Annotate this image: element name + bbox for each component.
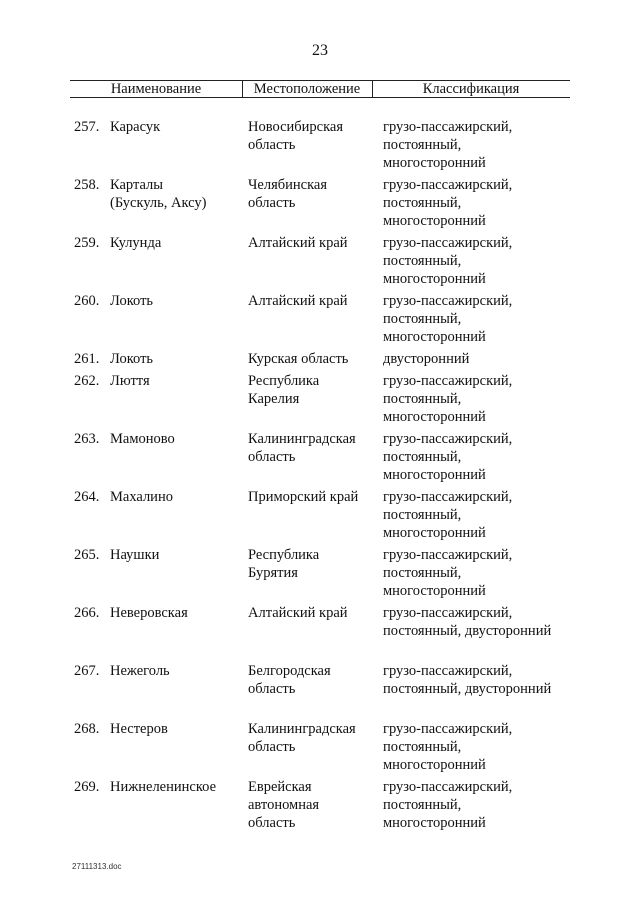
table-row bbox=[0, 778, 640, 836]
row-name: Люття bbox=[110, 373, 150, 389]
row-location: Новосибирская область bbox=[248, 119, 344, 153]
row-name: Махалино bbox=[110, 489, 173, 505]
row-name: Локоть bbox=[110, 293, 154, 309]
table-row bbox=[0, 430, 640, 488]
row-classification: грузо-пассажирский, постоянный, многосторонний bbox=[383, 235, 513, 287]
row-number: 259. bbox=[74, 235, 100, 251]
row-location: Еврейская автономная область bbox=[248, 779, 320, 831]
row-number: 269. bbox=[74, 779, 100, 795]
row-classification: грузо-пассажирский, постоянный, двусторонний bbox=[383, 663, 552, 697]
row-classification: грузо-пассажирский, постоянный, многосторонний bbox=[383, 431, 513, 483]
row-classification: грузо-пассажирский, постоянный, многосторонний bbox=[383, 489, 513, 541]
header-location: Местоположение bbox=[253, 81, 361, 97]
table-row bbox=[0, 350, 640, 372]
table-row bbox=[0, 662, 640, 720]
row-number: 266. bbox=[74, 605, 100, 621]
row-location: Алтайский край bbox=[248, 293, 348, 309]
table-header bbox=[70, 80, 570, 98]
row-number: 257. bbox=[74, 119, 100, 135]
row-classification: грузо-пассажирский, постоянный, многосторонний bbox=[383, 119, 513, 171]
row-name: Нижнеленинское bbox=[110, 779, 217, 795]
row-classification: грузо-пассажирский, постоянный, двусторонний bbox=[383, 605, 552, 639]
row-classification: грузо-пассажирский, постоянный, многосторонний bbox=[383, 293, 513, 345]
footer-filename: 27111313.doc bbox=[72, 862, 122, 871]
header-bottom-rule bbox=[70, 97, 570, 98]
row-number: 263. bbox=[74, 431, 100, 447]
row-name: Карасук bbox=[110, 119, 161, 135]
table-row bbox=[0, 488, 640, 546]
table-row bbox=[0, 176, 640, 234]
row-name: Неверовская bbox=[110, 605, 188, 621]
row-number: 260. bbox=[74, 293, 100, 309]
page-number: 23 bbox=[312, 42, 328, 59]
row-classification: грузо-пассажирский, постоянный, многосторонний bbox=[383, 721, 513, 773]
header-name: Наименование bbox=[110, 81, 202, 97]
row-location: Республика Бурятия bbox=[248, 547, 320, 581]
table-row bbox=[0, 234, 640, 292]
row-number: 261. bbox=[74, 351, 100, 367]
row-name: Кулунда bbox=[110, 235, 162, 251]
row-number: 262. bbox=[74, 373, 100, 389]
row-classification: грузо-пассажирский, постоянный, многосторонний bbox=[383, 177, 513, 229]
row-location: Алтайский край bbox=[248, 605, 348, 621]
row-location: Калининградская область bbox=[248, 431, 356, 465]
row-location: Республика Карелия bbox=[248, 373, 320, 407]
row-name: Локоть bbox=[110, 351, 154, 367]
row-classification: двусторонний bbox=[383, 351, 470, 367]
row-classification: грузо-пассажирский, постоянный, многосторонний bbox=[383, 779, 513, 831]
row-name: Нестеров bbox=[110, 721, 168, 737]
row-location: Калининградская область bbox=[248, 721, 356, 755]
row-number: 268. bbox=[74, 721, 100, 737]
row-location: Алтайский край bbox=[248, 235, 348, 251]
table-row bbox=[0, 292, 640, 350]
row-name: Мамоново bbox=[110, 431, 175, 447]
row-number: 267. bbox=[74, 663, 100, 679]
header-classification: Классификация bbox=[422, 81, 520, 97]
row-number: 265. bbox=[74, 547, 100, 563]
table-body bbox=[0, 118, 640, 836]
row-location: Белгородская область bbox=[248, 663, 331, 697]
row-name: Наушки bbox=[110, 547, 160, 563]
row-classification: грузо-пассажирский, постоянный, многосторонний bbox=[383, 547, 513, 599]
table-row bbox=[0, 372, 640, 430]
row-location: Курская область bbox=[248, 351, 349, 367]
row-number: 264. bbox=[74, 489, 100, 505]
table-row bbox=[0, 604, 640, 662]
row-location: Челябинская область bbox=[248, 177, 328, 211]
row-number: 258. bbox=[74, 177, 100, 193]
row-name: Нежеголь bbox=[110, 663, 170, 679]
row-name: Карталы (Бускуль, Аксу) bbox=[110, 177, 207, 211]
row-classification: грузо-пассажирский, постоянный, многосторонний bbox=[383, 373, 513, 425]
table-row bbox=[0, 720, 640, 778]
table-row bbox=[0, 118, 640, 176]
table-row bbox=[0, 546, 640, 604]
row-location: Приморский край bbox=[248, 489, 359, 505]
